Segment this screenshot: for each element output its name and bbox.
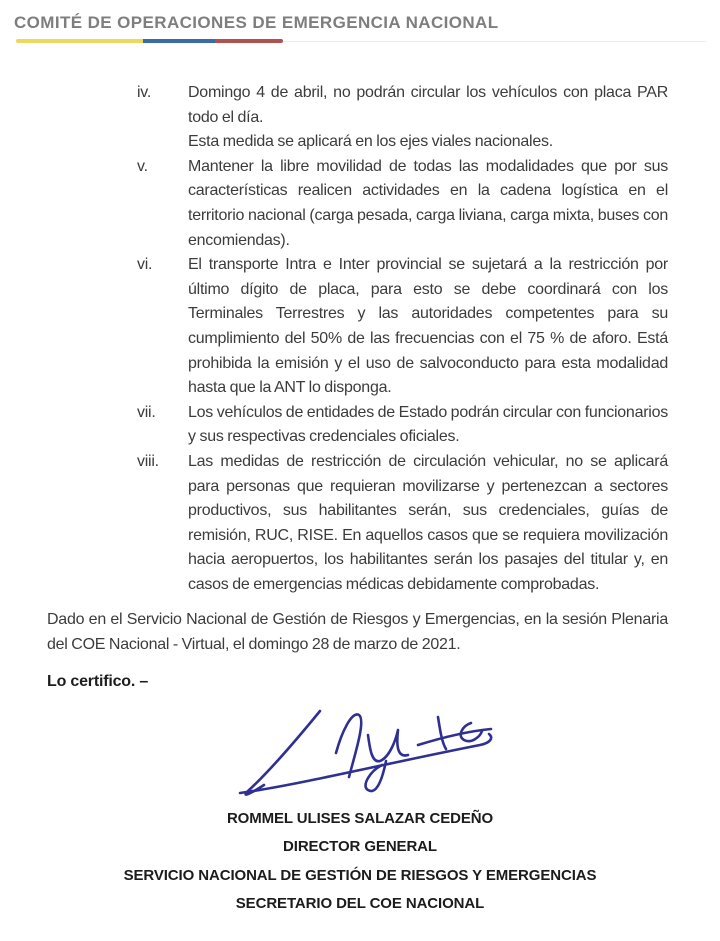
- list-item-paragraph: Esta medida se aplicará en los ejes viales nacionales.: [188, 133, 553, 151]
- list-item-number: vii.: [137, 403, 156, 421]
- list-item-paragraph: Las medidas de restricción de circulación vehicular, no se aplicará para personas que requieran movilizarse y pertenezcan a sectores productivos, sus habilitantes serán, sus credenciales, guías de remisión, RUC, RISE. En aquellos casos que se requiera movilización hacia aeropuertos, los habilitantes serán los pasajes del titular y, en casos de emergencias médicas debidamente comprobadas.: [188, 452, 668, 593]
- list-item-text: [188, 81, 668, 155]
- list-item-paragraph: El transporte Intra e Inter provincial se sujetará a la restricción por último dígito de placa, para esto se debe coordinará con los Terminales Terrestres y las autoridades competentes para su cumplimiento del 50% de las frecuencias con el 75 % de aforo. Está prohibida la emisión y el uso de salvoconducto para esta modalidad hasta que la ANT lo disponga.: [188, 256, 668, 397]
- list-item: [0, 81, 720, 155]
- flag-red-segment: [215, 39, 283, 43]
- list-item-text: [188, 253, 668, 401]
- list-item-number: iv.: [137, 84, 152, 101]
- measures-list: [0, 81, 720, 597]
- list-item: [0, 401, 720, 450]
- list-item-number: viii.: [137, 452, 159, 470]
- list-item-text: [188, 401, 668, 450]
- signature-area: [0, 693, 720, 797]
- list-item: [0, 450, 720, 598]
- signatory-organization: SERVICIO NACIONAL DE GESTIÓN DE RIESGOS Y EMERGENCIAS: [123, 866, 597, 884]
- list-item-text: [188, 450, 668, 598]
- ecuador-flag-divider: [16, 39, 283, 43]
- flag-blue-segment: [143, 39, 215, 43]
- signatory-name: ROMMEL ULISES SALAZAR CEDEÑO: [226, 810, 494, 828]
- signatory-role: SECRETARIO DEL COE NACIONAL: [235, 895, 485, 913]
- list-item-text: [188, 155, 668, 253]
- signatory-title: DIRECTOR GENERAL: [283, 838, 437, 856]
- signatory-block: [0, 805, 720, 919]
- list-item-paragraph: Mantener la libre movilidad de todas las modalidades que por sus características realicen actividades en la cadena logística en el territorio nacional (carga pesada, carga liviana, carga mixta, buses con encomiendas).: [188, 157, 668, 249]
- org-title: COMITÉ DE OPERACIONES DE EMERGENCIA NACIONAL: [14, 13, 499, 32]
- certification-line: Lo certifico. –: [47, 673, 149, 691]
- list-item: [0, 253, 720, 401]
- list-item-number: v.: [137, 157, 148, 175]
- list-item-paragraph: Los vehículos de entidades de Estado podrán circular con funcionarios y sus respectivas credenciales oficiales.: [188, 403, 668, 446]
- signature-image: [228, 697, 514, 797]
- list-item-number: vi.: [137, 256, 153, 274]
- document-body: [0, 81, 720, 919]
- list-item: [0, 155, 720, 253]
- flag-yellow-segment: [16, 39, 143, 43]
- document-header: [14, 13, 720, 33]
- list-item-paragraph: Domingo 4 de abril, no podrán circular los vehículos con placa PAR todo el día.: [188, 84, 668, 126]
- closing-statement: Dado en el Servicio Nacional de Gestión de Riesgos y Emergencias, en la sesión Plenaria del COE Nacional - Virtual, el domingo 28 de marzo de 2021.: [47, 611, 668, 654]
